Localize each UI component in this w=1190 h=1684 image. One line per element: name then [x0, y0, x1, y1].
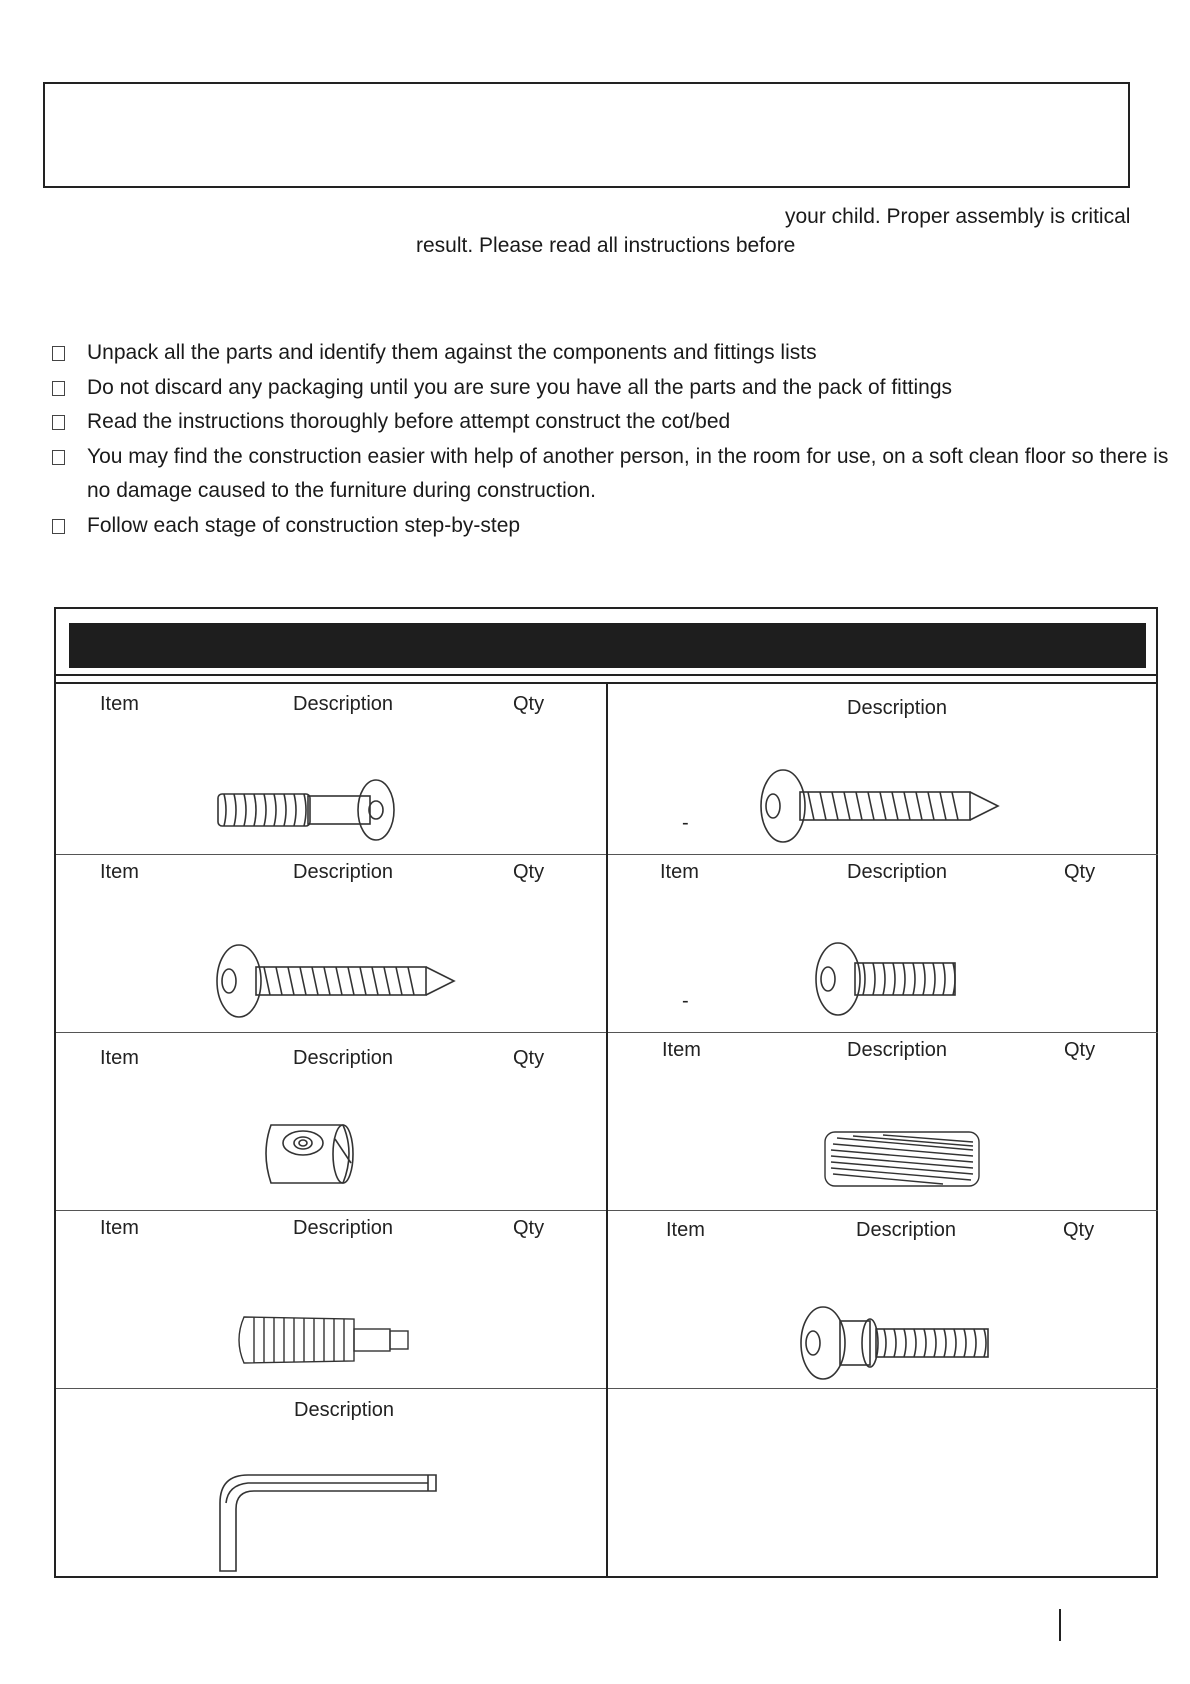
checklist-item: Follow each stage of construction step-by-step	[50, 509, 1170, 544]
checkbox-icon	[52, 519, 65, 534]
hex-bolt-icon	[798, 1305, 1008, 1385]
checklist-item: Do not discard any packaging until you are sure you have all the parts and the pack of fittings	[50, 371, 1170, 406]
qty-label: Qty	[513, 1047, 545, 1069]
intro-line-1: your child. Proper assembly is critical	[785, 205, 1131, 228]
fitting-cell-empty	[608, 1388, 1158, 1578]
intro-line-2: result. Please read all instructions before	[416, 234, 796, 257]
preparation-checklist	[50, 336, 1170, 543]
description-label: Description	[847, 861, 948, 883]
description-label: Description	[293, 1047, 394, 1069]
qty-label: Qty	[513, 1217, 545, 1239]
fittings-header-bar	[69, 623, 1146, 668]
item-label: Item	[100, 861, 139, 883]
description-label: Description	[847, 697, 948, 719]
page-number-bar	[1059, 1609, 1061, 1641]
title-box	[43, 82, 1130, 188]
item-label: Item	[100, 1217, 139, 1239]
barrel-bolt-icon	[216, 776, 416, 846]
fitting-cell-7	[56, 1210, 606, 1388]
qty-label: Qty	[1063, 1219, 1095, 1241]
checklist-item: Unpack all the parts and identify them against the components and fittings lists	[50, 336, 1170, 371]
long-screw-icon	[214, 943, 464, 1023]
checkbox-icon	[52, 381, 65, 396]
fitting-cell-3	[56, 854, 606, 1032]
item-label: Item	[666, 1219, 705, 1241]
fitting-cell-8	[608, 1210, 1158, 1388]
long-screw-icon	[758, 768, 1008, 848]
description-label: Description	[293, 861, 394, 883]
allen-key-icon	[218, 1473, 438, 1573]
qty-label: Qty	[1064, 1039, 1096, 1061]
description-label: Description	[847, 1039, 948, 1061]
dash-mark: -	[682, 990, 689, 1012]
qty-label: Qty	[513, 693, 545, 715]
checkbox-icon	[52, 346, 65, 361]
fitting-cell-9	[56, 1388, 606, 1578]
description-label: Description	[293, 1217, 394, 1239]
item-label: Item	[100, 693, 139, 715]
fittings-table	[54, 607, 1158, 1578]
fitting-cell-2	[608, 684, 1158, 854]
fitting-cell-4	[608, 854, 1158, 1032]
checkbox-icon	[52, 450, 65, 465]
fitting-cell-6	[608, 1032, 1158, 1210]
checkbox-icon	[52, 415, 65, 430]
qty-label: Qty	[513, 861, 545, 883]
fitting-cell-5	[56, 1032, 606, 1210]
item-label: Item	[660, 861, 699, 883]
wooden-dowel-icon	[823, 1130, 983, 1190]
description-label: Description	[293, 693, 394, 715]
qty-label: Qty	[1064, 861, 1096, 883]
checklist-item: Read the instructions thoroughly before attempt construct the cot/bed	[50, 405, 1170, 440]
item-label: Item	[100, 1047, 139, 1069]
header-rule	[56, 674, 1156, 676]
fitting-cell-1	[56, 684, 606, 854]
checklist-item: You may find the construction easier with help of another person, in the room for use, on a soft clean floor so there is no damage caused to the furniture during construction.	[50, 440, 1170, 509]
item-label: Item	[662, 1039, 701, 1061]
description-label: Description	[856, 1219, 957, 1241]
cam-nut-icon	[261, 1119, 361, 1189]
description-label: Description	[294, 1399, 395, 1421]
plastic-dowel-icon	[234, 1311, 414, 1371]
dash-mark: -	[682, 812, 689, 834]
short-hex-screw-icon	[813, 941, 973, 1021]
